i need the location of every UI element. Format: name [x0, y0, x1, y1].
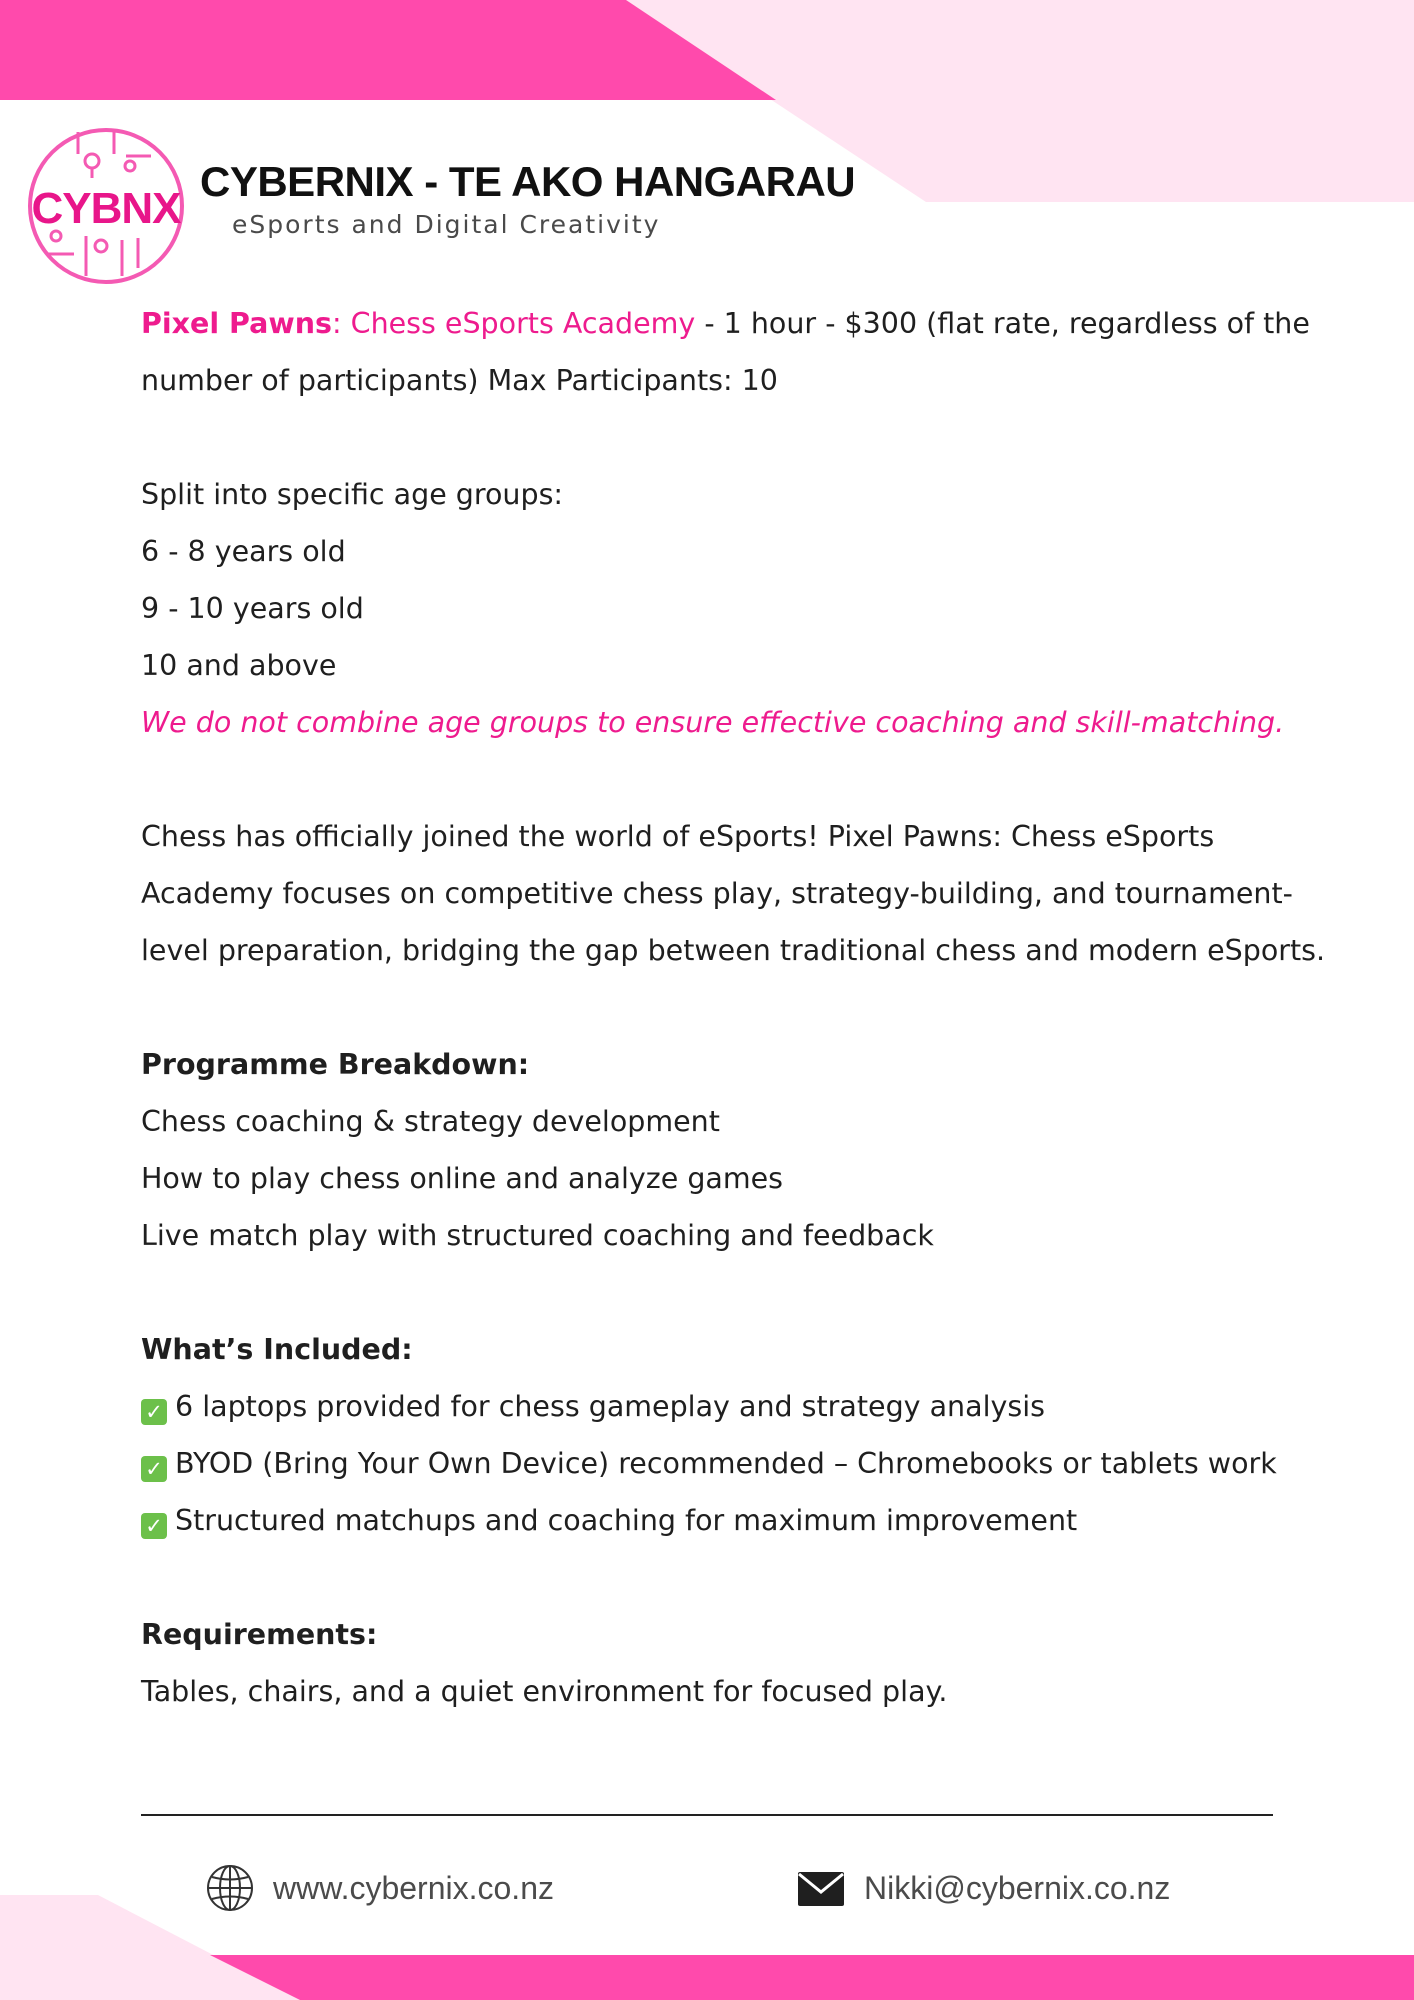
logo-text: CYBNX: [31, 184, 181, 233]
age-groups-heading: Split into specific age groups:: [141, 478, 564, 511]
breakdown-heading: Programme Breakdown:: [141, 1048, 530, 1081]
website-link[interactable]: www.cybernix.co.nz: [273, 1869, 554, 1906]
age-groups-note: We do not combine age groups to ensure effective coaching and skill-matching.: [141, 706, 1285, 739]
age-group-item: 6 - 8 years old: [141, 535, 346, 568]
white-check-mark-icon: ✓: [141, 1456, 167, 1482]
white-check-mark-icon: ✓: [141, 1399, 167, 1425]
program-details: - 1 hour - $300 (flat rate, regardless of the: [695, 307, 1310, 340]
document-body: [141, 295, 1326, 1720]
email-link[interactable]: Nikki@cybernix.co.nz: [864, 1869, 1171, 1906]
included-item: ✓ BYOD (Bring Your Own Device) recommended – Chromebooks or tablets work: [141, 1435, 1281, 1492]
included-item: ✓ Structured matchups and coaching for maximum improvement: [141, 1492, 1281, 1549]
included-item: ✓ 6 laptops provided for chess gameplay and strategy analysis: [141, 1378, 1281, 1435]
org-tagline: eSports and Digital Creativity: [232, 210, 661, 239]
intro-line-2: number of participants) Max Participants: 10: [141, 364, 778, 397]
footer-light-pink-shape: [0, 1895, 300, 2000]
age-group-item: 10 and above: [141, 649, 337, 682]
white-check-mark-icon: ✓: [141, 1513, 167, 1539]
breakdown-item: Live match play with structured coaching and feedback: [141, 1219, 934, 1252]
breakdown-item: How to play chess online and analyze games: [141, 1162, 784, 1195]
included-heading: What’s Included:: [141, 1333, 413, 1366]
description-line: Chess has officially joined the world of eSports! Pixel Pawns: Chess eSports: [141, 820, 1215, 853]
brand-name: Pixel Pawns: [141, 307, 332, 340]
description-line: level preparation, bridging the gap between traditional chess and modern eSports.: [141, 934, 1326, 967]
footer-pink-band: [210, 1955, 1414, 2000]
requirements-heading: Requirements:: [141, 1618, 378, 1651]
footer-decoration: [0, 1890, 1414, 2000]
age-group-item: 9 - 10 years old: [141, 592, 364, 625]
cybernix-logo: [26, 126, 186, 286]
breakdown-item: Chess coaching & strategy development: [141, 1105, 720, 1138]
program-name: Chess eSports Academy: [341, 307, 696, 340]
org-name: CYBERNIX - TE AKO HANGARAU: [200, 158, 856, 205]
intro-line-1: Pixel Pawns: Chess eSports Academy - 1 hour - $300 (flat rate, regardless of the: [141, 307, 1310, 340]
description-line: Academy focuses on competitive chess play, strategy-building, and tournament-: [141, 877, 1293, 910]
footer-divider: [141, 1814, 1273, 1816]
requirements-text: Tables, chairs, and a quiet environment for focused play.: [141, 1675, 948, 1708]
